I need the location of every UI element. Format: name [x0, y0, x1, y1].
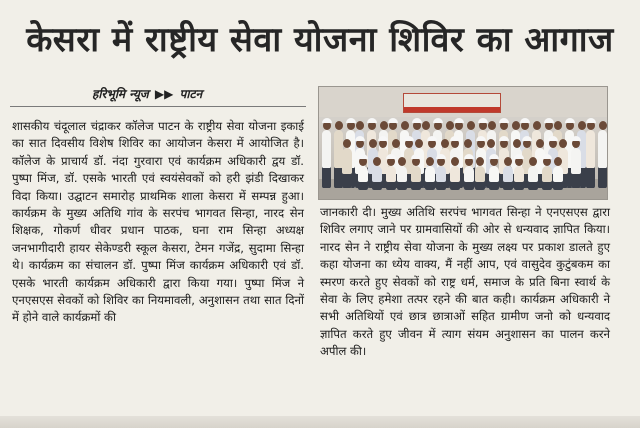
- photo-person: [464, 166, 474, 190]
- photo-person: [571, 148, 581, 188]
- photo-person-cap: [436, 154, 446, 159]
- photo-person-cap: [544, 118, 554, 123]
- photo-person-cap: [346, 118, 356, 123]
- photo-person-head: [401, 121, 409, 130]
- photo-person-cap: [571, 136, 581, 141]
- photo-person-head: [335, 121, 343, 130]
- photo-person-head: [529, 157, 537, 166]
- photo-person: [489, 166, 499, 190]
- photo-person: [528, 166, 538, 190]
- photo-person-head: [426, 157, 434, 166]
- photo-person-cap: [355, 136, 365, 141]
- photo-person-head: [536, 139, 544, 148]
- photo-person-head: [512, 121, 520, 130]
- photo-person-cap: [522, 136, 532, 141]
- photo-person-head: [488, 121, 496, 130]
- photo-person-cap: [489, 154, 499, 159]
- photo-person-cap: [378, 136, 388, 141]
- photo-person: [425, 166, 435, 190]
- photo-person-head: [476, 157, 484, 166]
- byline-source: हरिभूमि न्यूज: [92, 87, 149, 101]
- photo-person-cap: [388, 118, 398, 123]
- photo-person-cap: [386, 154, 396, 159]
- photo-person: [386, 166, 396, 190]
- article-column-right: [320, 204, 610, 361]
- photo-person-head: [415, 139, 423, 148]
- photo-person: [358, 166, 368, 190]
- photo-person-head: [487, 139, 495, 148]
- photo-person-cap: [450, 136, 460, 141]
- photo-person-cap: [367, 118, 377, 123]
- photo-person-cap: [404, 136, 414, 141]
- scan-footer-strip: [0, 416, 640, 428]
- photo-person-head: [343, 139, 351, 148]
- photo-person-cap: [542, 154, 552, 159]
- article-column-left: [12, 118, 304, 327]
- photo-person-head: [441, 139, 449, 148]
- photo-person-cap: [464, 154, 474, 159]
- photo-person-head: [464, 139, 472, 148]
- photo-person-head: [513, 139, 521, 148]
- photo-person: [342, 148, 352, 188]
- photo-person: [586, 130, 595, 188]
- photo-person-head: [554, 121, 562, 130]
- photo-person-cap: [520, 118, 530, 123]
- photo-person: [411, 166, 421, 190]
- photo-person-cap: [427, 136, 437, 141]
- photo-person-cap: [476, 136, 486, 141]
- article-headline: केसरा में राष्ट्रीय सेवा योजना शिविर का आगाज: [26, 20, 614, 60]
- photo-person-head: [398, 157, 406, 166]
- photo-person-head: [533, 121, 541, 130]
- photo-person-cap: [565, 118, 575, 123]
- photo-person: [397, 166, 407, 190]
- photo-person-head: [369, 139, 377, 148]
- photo-person: [450, 166, 460, 190]
- photo-banner-stripe: [404, 107, 500, 112]
- photo-person-cap: [499, 136, 509, 141]
- photo-person-cap: [322, 118, 332, 123]
- photo-person-cap: [411, 154, 421, 159]
- photo-person-cap: [358, 154, 368, 159]
- photo-person: [475, 166, 485, 190]
- photo-person-cap: [454, 118, 464, 123]
- photo-person-cap: [499, 118, 509, 123]
- photo-person: [322, 130, 331, 188]
- photo-person-cap: [478, 118, 488, 123]
- photo-person-cap: [548, 136, 558, 141]
- photo-person: [436, 166, 446, 190]
- photo-person-head: [599, 121, 607, 130]
- photo-person-head: [373, 157, 381, 166]
- byline: [92, 85, 202, 102]
- photo-person-head: [467, 121, 475, 130]
- photo-person: [514, 166, 524, 190]
- photo-person-cap: [586, 118, 596, 123]
- photo-person: [598, 130, 607, 188]
- article-body-left: शासकीय चंदूलाल चंद्राकर कॉलेज पाटन के राष्ट्रीय सेवा योजना इकाई का सात दिवसीय विशेष शिविर का आयोजन केसरा में आयोजित है। कॉलेज के प्राचार्य डॉ. नंदा गुरवारा एवं कार्यक्रम अधिकारी द्वय डॉ. पुष्पा मिंज, डॉ. एसके भारती एवं स्वयंसेवकों को हरी झंडी दिखाकर विदा किया। उद्घाटन समारोह प्राथमिक शाला केसरा में सम्पन्न हुआ। कार्यक्रम के मुख्य अतिथि गांव के सरपंच भागवत सिन्हा, नारद सेन शिक्षक, गोकर्ण धीवर प्रधान पाठक, घना राम सिन्हा अध्यक्ष जनभागीदारी हायर सेकेण्डरी स्कूल केसरा, टेमन गजेंद्र, सुदामा सिन्हा थे। कार्यक्रम का संचालन डॉ. पुष्पा मिंज कार्यक्रम अधिकारी एवं डॉ. एसके भारती कार्यक्रम अधिकारी द्वारा किया गया। पुष्पा मिंज ने एनएसएस सेवकों को शिविर का नियमावली, अनुशासन तथा सात दिनों में होने वाले कार्यक्रमों की: [12, 119, 304, 325]
- photo-person-head: [356, 121, 364, 130]
- photo-person-head: [578, 121, 586, 130]
- photo-person-head: [451, 157, 459, 166]
- article-body-right: जानकारी दी। मुख्य अतिथि सरपंच भागवत सिन्हा ने एनएसएस द्वारा शिविर लगाए जाने पर ग्रामवासियों की ओर से धन्यवाद ज्ञापित किया। नारद सेन ने राष्ट्रीय सेवा योजना के मुख्य लक्ष्य पर प्रकाश डालते हुए कहा योजना का ध्येय वाक्य, मैं नहीं आप, एवं वासुदेव कुटुंबकम का स्मरण करते हुए सेवकों को राष्ट्र धर्म, समाज के प्रति बिना स्वार्थ के सेवा के लिए हमेशा तत्पर रहने की बात कही। कार्यक्रम अधिकारी ने सभी अतिथियों एवं छात्र छात्राओं सहित ग्रामीण जनो को धन्यवाद ज्ञापित करते हुए जीवन में त्याग संयम अनुशासन का पालन करने अपील की।: [320, 205, 610, 359]
- photo-person: [372, 166, 382, 190]
- photo-person-head: [392, 139, 400, 148]
- photo-person-head: [504, 157, 512, 166]
- photo-person-head: [422, 121, 430, 130]
- photo-person: [542, 166, 552, 190]
- group-photo: [318, 86, 608, 200]
- photo-person-head: [559, 139, 567, 148]
- photo-person-cap: [514, 154, 524, 159]
- photo-person-cap: [433, 118, 443, 123]
- photo-person-head: [554, 157, 562, 166]
- byline-location: पाटन: [179, 87, 203, 101]
- photo-person-head: [446, 121, 454, 130]
- byline-divider: [10, 106, 306, 107]
- byline-arrows: ▶▶: [154, 87, 174, 101]
- photo-banner: [403, 93, 501, 113]
- photo-person-head: [380, 121, 388, 130]
- photo-person: [553, 166, 563, 190]
- photo-person: [503, 166, 513, 190]
- photo-person-cap: [412, 118, 422, 123]
